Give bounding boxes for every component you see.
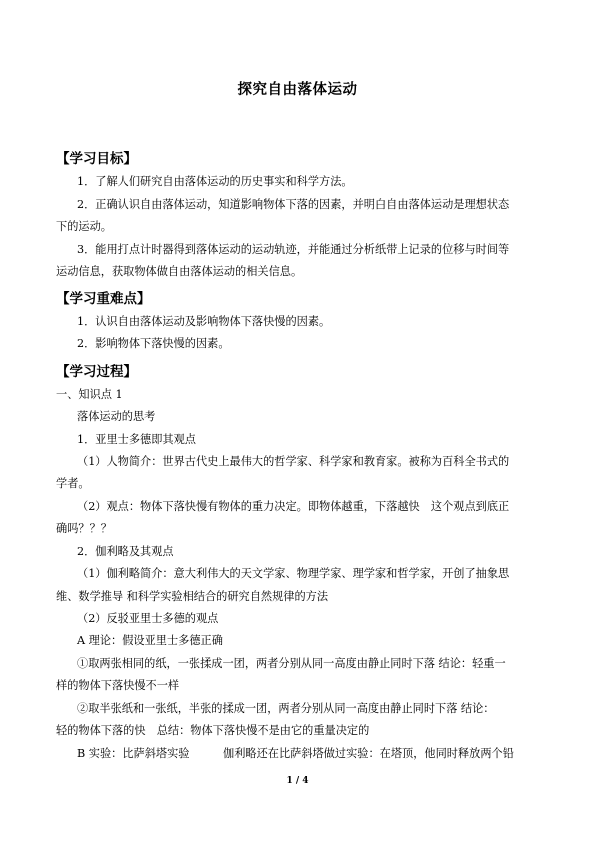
- goals-line-5: 运动信息，获取物体做自由落体运动的相关信息。: [56, 265, 303, 278]
- process-line-11: （2）反驳亚里士多德的观点: [77, 612, 219, 625]
- process-line-14: 样的物体下落快慢不一样: [56, 679, 180, 692]
- process-line-10: 维、数学推导 和科学实验相结合的研究自然规律的方法: [56, 590, 329, 603]
- goals-line-3: 下的运动。: [56, 220, 112, 233]
- keypoints-heading: 【学习重难点】: [56, 291, 151, 307]
- process-line-17: B 实验：比萨斜塔实验 伽利略还在比萨斜塔做过实验：在塔顶，他同时释放两个铅: [77, 747, 514, 760]
- process-line-3: 1．亚里士多德即其观点: [77, 433, 196, 446]
- process-line-15: ②取半张纸和一张纸，半张的揉成一团，两者分别从同一高度由静止同时下落 结论：: [77, 702, 495, 715]
- process-line-9: （1）伽利略简介：意大利伟大的天文学家、物理学家、理学家和哲学家，开创了抽象思: [77, 567, 510, 580]
- goals-line-4: 3．能用打点计时器得到落体运动的运动轨迹，并能通过分析纸带上记录的位移与时间等: [77, 243, 510, 256]
- process-line-1: 一、知识点 1: [56, 388, 123, 401]
- process-line-16: 轻的物体下落的快 总结：物体下落快慢不是由它的重量决定的: [56, 724, 370, 737]
- page-number: 1 / 4: [286, 776, 309, 786]
- process-line-13: ①取两张相同的纸，一张揉成一团，两者分别从同一高度由静止同时下落 结论：轻重一: [77, 657, 506, 670]
- keypoints-line-1: 1．认识自由落体运动及影响物体下落快慢的因素。: [77, 315, 331, 328]
- keypoints-line-2: 2．影响物体下落快慢的因素。: [77, 337, 230, 350]
- process-line-6: （2）观点：物体下落快慢有物体的重力决定。即物体越重，下落越快 这个观点到底正: [77, 500, 510, 513]
- process-line-4: （1）人物简介：世界古代史上最伟大的哲学家、科学家和教育家。被称为百科全书式的: [77, 455, 510, 468]
- goals-line-2: 2．正确认识自由落体运动，知道影响物体下落的因素，并明白自由落体运动是理想状态: [77, 198, 510, 211]
- process-line-5: 学者。: [56, 477, 90, 490]
- process-heading: 【学习过程】: [56, 364, 137, 380]
- goals-heading: 【学习目标】: [56, 151, 137, 167]
- process-line-7: 确吗？？？: [56, 522, 112, 535]
- process-line-12: A 理论：假设亚里士多德正确: [77, 634, 223, 647]
- process-line-8: 2．伽利略及其观点: [77, 545, 174, 558]
- goals-line-1: 1．了解人们研究自由落体运动的历史事实和科学方法。: [77, 175, 353, 188]
- page-title: 探究自由落体运动: [237, 82, 358, 98]
- process-line-2: 落体运动的思考: [77, 410, 156, 423]
